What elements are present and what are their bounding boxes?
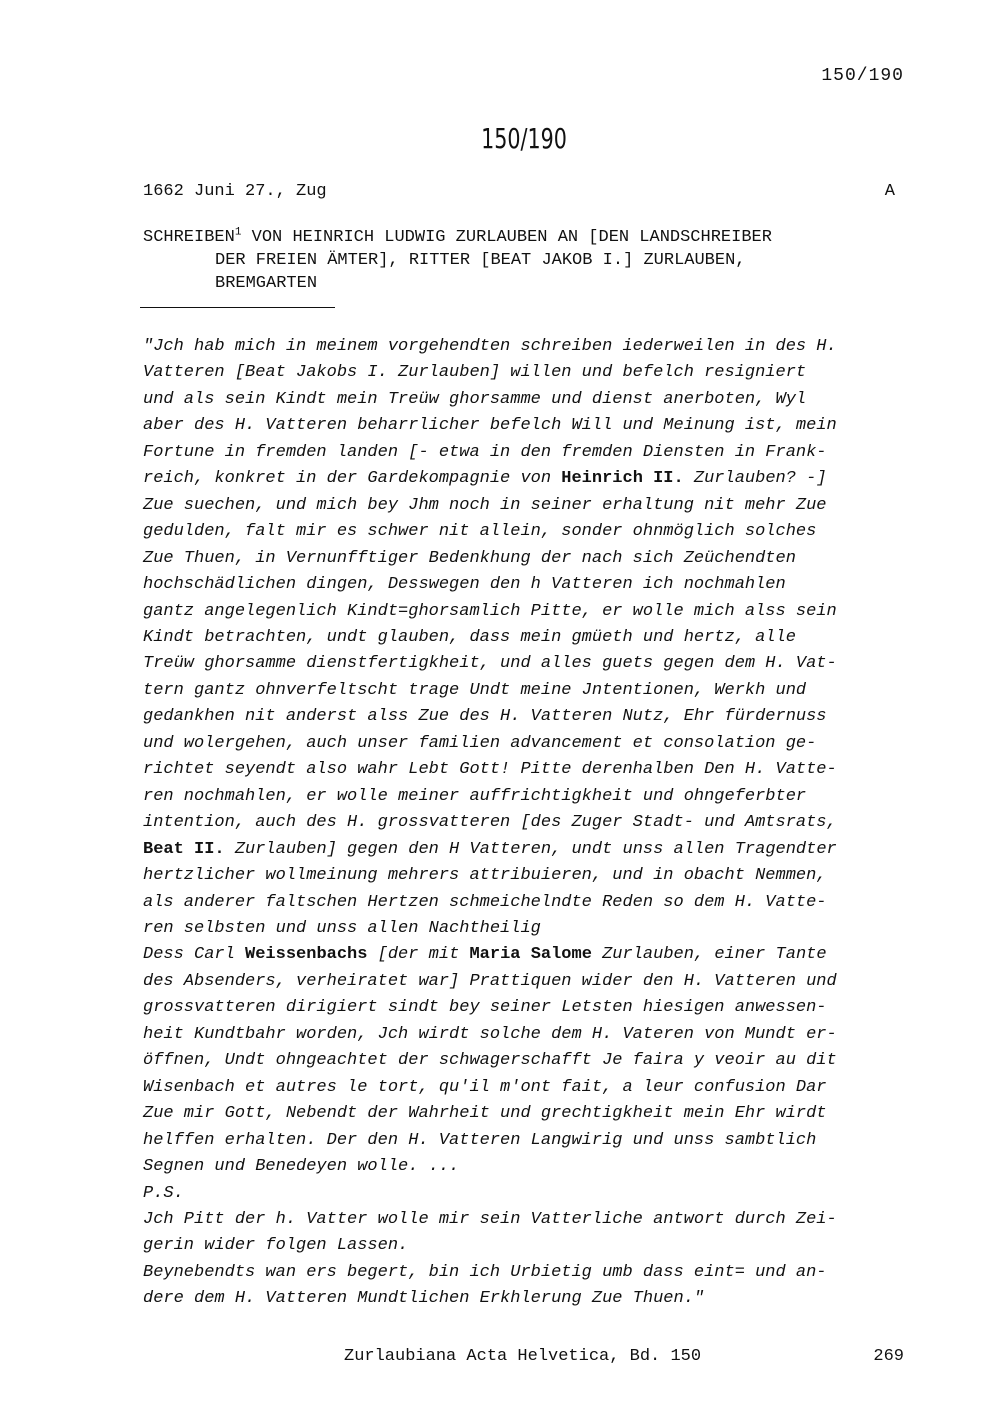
body-line: Segnen und Benedeyen wolle. ...: [143, 1157, 460, 1177]
body-line: Vatteren [Beat Jakobs I. Zurlauben] willen und befelch resigniert: [143, 363, 807, 383]
body-line: als anderer faltschen Hertzen schmeichelndte Reden so dem H. Vatte-: [143, 892, 827, 912]
body-line: Wisenbach et autres le tort, qu'il m'ont fait, a leur confusion Dar: [143, 1077, 827, 1097]
date-place: 1662 Juni 27., Zug: [143, 182, 327, 201]
body-line: des Absenders, verheiratet war] Prattiquen wider den H. Vatteren und: [143, 971, 837, 991]
body-line: tern gantz ohnverfeltscht trage Undt meine Jntentionen, Werkh und: [143, 680, 807, 700]
body-line: öffnen, Undt ohngeachtet der schwagerschafft Je faira y veoir au dit: [143, 1051, 837, 1071]
separator-rule: [140, 307, 335, 308]
letter-body: [143, 334, 913, 1313]
body-line: ren selbsten und unss allen Nachtheilig: [143, 918, 541, 938]
body-line: "Jch hab mich in meinem vorgehendten schreiben iederweilen in des H.: [143, 337, 837, 356]
page-number-top: 150/190: [821, 66, 904, 86]
body-line: Jch Pitt der h. Vatter wolle mir sein Vatterliche antwort durch Zei-: [143, 1209, 837, 1229]
body-line: gantz angelegenlich Kindt=ghorsamlich Pitte, er wolle mich alss sein: [143, 601, 837, 621]
body-line: Beynebendts wan ers begert, bin ich Urbietig umb dass eint= und an-: [143, 1262, 827, 1282]
body-line: gedulden, falt mir es schwer nit allein, sonder ohnmöglich solches: [143, 522, 817, 542]
body-line: helffen erhalten. Der den H. Vatteren Langwirig und unss sambtlich: [143, 1130, 817, 1150]
body-line: aber des H. Vatteren beharrlicher befelch Will und Meinung ist, mein: [143, 416, 837, 436]
body-line: Kindt betrachten, undt glauben, dass mein gmüeth und hertz, alle: [143, 627, 796, 647]
heading-line-2: DER FREIEN ÄMTER], RITTER [BEAT JAKOB I.] ZURLAUBEN,: [215, 250, 746, 270]
emphasized-name: Beat II.: [143, 839, 225, 859]
body-line: grossvatteren dirigiert sindt bey seiner Letsten hiesigen anwessen-: [143, 998, 827, 1018]
body-line: Dess Carl Weissenbachs [der mit Maria Salome Zurlauben, einer Tante: [143, 945, 827, 965]
body-line: heit Kundtbahr worden, Jch wirdt solche dem H. Vateren von Mundt er-: [143, 1024, 837, 1044]
body-line: Beat II. Zurlauben] gegen den H Vatteren, undt unss allen Tragendter: [143, 839, 837, 859]
body-line: gedankhen nit anderst alss Zue des H. Vatteren Nutz, Ehr fürdernuss: [143, 707, 827, 727]
body-line: P.S.: [143, 1183, 184, 1203]
body-line: Zue Thuen, in Vernunfftiger Bedenkhung der nach sich Zeüchendten: [143, 548, 796, 568]
footer-source: Zurlaubiana Acta Helvetica, Bd. 150: [344, 1347, 702, 1366]
body-line: richtet seyendt also wahr Lebt Gott! Pitte derenhalben Den H. Vatte-: [143, 760, 837, 780]
body-line: und als sein Kindt mein Treüw ghorsamme und dienst anerboten, Wyl: [143, 389, 807, 409]
body-line: und wolergehen, auch unser familien advancement et consolation ge-: [143, 733, 817, 753]
footer-page-number: 269: [873, 1347, 904, 1366]
heading-line-3: BREMGARTEN: [215, 273, 318, 293]
footnote-marker: 1: [234, 226, 242, 238]
emphasized-name: Heinrich II.: [561, 469, 684, 489]
document-title: 150/190: [481, 122, 567, 155]
emphasized-name: Maria Salome: [469, 945, 592, 965]
heading-line-1: SCHREIBEN$^1$ VON HEINRICH LUDWIG ZURLAUBEN AN [DEN LANDSCHREIBER: [143, 226, 772, 247]
body-line: ren nochmahlen, er wolle meiner auffrichtigkheit und ohngeferbter: [143, 786, 807, 806]
date-line: [143, 182, 895, 201]
body-line: Zue mir Gott, Nebendt der Wahrheit und grechtigkheit mein Ehr wirdt: [143, 1104, 827, 1124]
emphasized-name: Weissenbachs: [245, 945, 368, 965]
body-line: gerin wider folgen Lassen.: [143, 1236, 409, 1256]
body-line: Treüw ghorsamme dienstfertigkheit, und alles guets gegen dem H. Vat-: [143, 654, 837, 674]
body-line: reich, konkret in der Gardekompagnie von Heinrich II. Zurlauben? -]: [143, 469, 827, 489]
body-line: hertzlicher wollmeinung mehrers attribuieren, und in obacht Nemmen,: [143, 866, 827, 886]
body-line: Zue suechen, und mich bey Jhm noch in seiner erhaltung nit mehr Zue: [143, 495, 827, 515]
body-line: intention, auch des H. grossvatteren [des Zuger Stadt- und Amtsrats,: [143, 813, 837, 833]
document-heading: [143, 221, 913, 295]
body-line: Fortune in fremden landen [- etwa in den fremden Diensten in Frank-: [143, 442, 827, 462]
version-marker: A: [884, 182, 895, 201]
body-line: hochschädlichen dingen, Desswegen den h Vatteren ich nochmahlen: [143, 575, 786, 595]
body-line: dere dem H. Vatteren Mundtlichen Erkhlerung Zue Thuen.": [143, 1289, 705, 1309]
